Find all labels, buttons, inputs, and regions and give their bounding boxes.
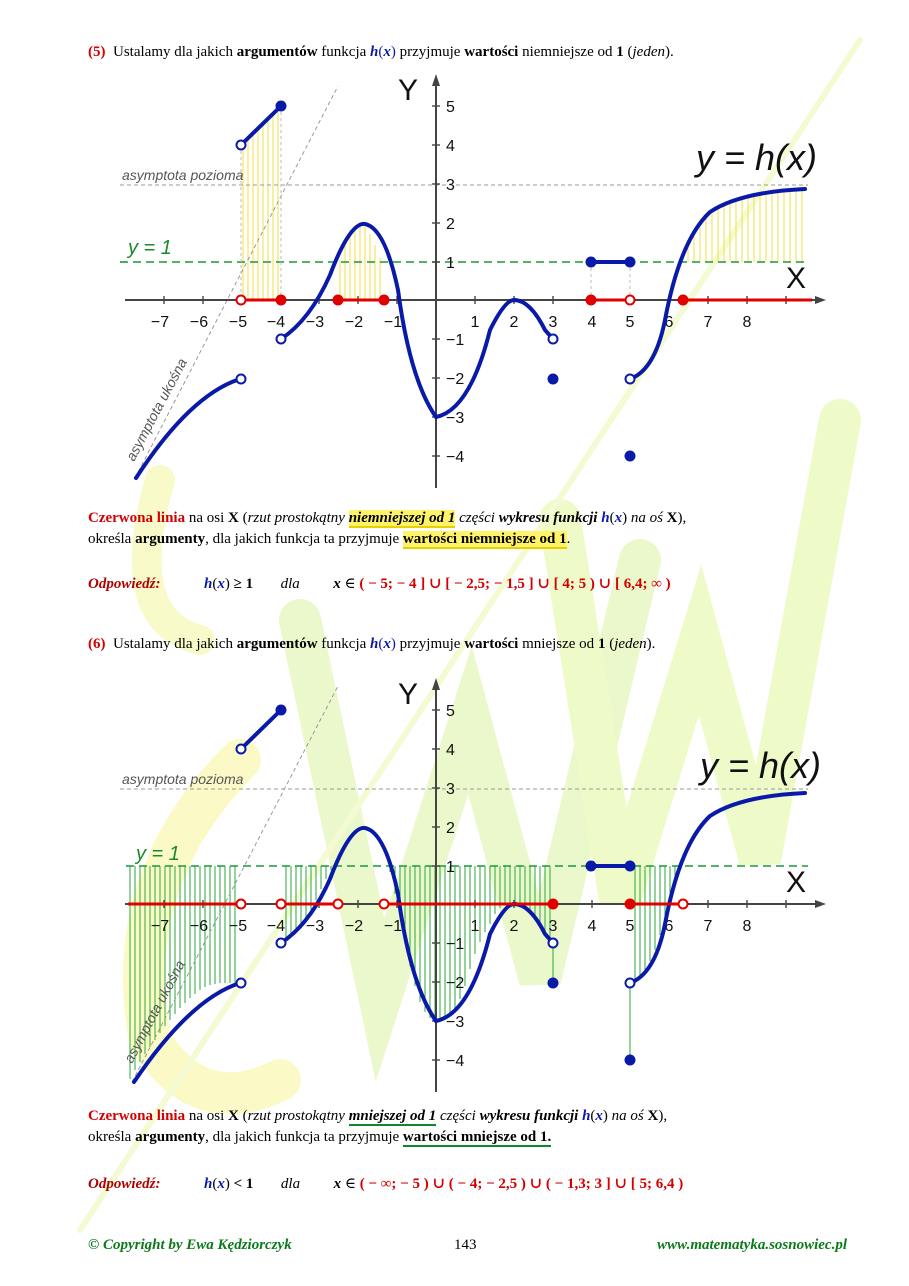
paragraph-5: Czerwona linia na osi X (rzut prostokątny niemniejszej od 1 części wykresu funkcji h(x) na oś X), określa argumenty, dla jakich funkcja ta przyjmuje wartości niemniejsze od 1. <box>88 510 687 547</box>
svg-text:4: 4 <box>446 742 455 759</box>
x-axis-label: X <box>786 262 807 295</box>
svg-text:5: 5 <box>446 99 455 116</box>
svg-text:−1: −1 <box>383 314 403 331</box>
svg-text:6: 6 <box>664 918 674 935</box>
function-label-2: y = h(x) <box>700 745 822 786</box>
svg-text:2: 2 <box>509 918 519 935</box>
svg-text:−5: −5 <box>228 918 248 935</box>
graph-6 <box>0 604 909 1104</box>
svg-text:−3: −3 <box>305 918 325 935</box>
svg-text:4: 4 <box>587 918 597 935</box>
svg-text:−2: −2 <box>446 975 465 992</box>
svg-text:5: 5 <box>625 314 635 331</box>
function-label: y = h(x) <box>696 137 818 178</box>
footer-url[interactable]: www.matematyka.sosnowiec.pl <box>657 1237 847 1253</box>
svg-text:−3: −3 <box>446 410 465 427</box>
svg-text:−7: −7 <box>150 918 170 935</box>
svg-text:6: 6 <box>664 314 674 331</box>
svg-text:3: 3 <box>446 177 455 194</box>
answer-6: Odpowiedź: h(x) < 1 dla x ∈ ( − ∞; − 5 ) ∪ ( − 4; − 2,5 ) ∪ ( − 1,3; 3 ] ∪ [ 5; 6,4 ) <box>88 1176 684 1192</box>
svg-text:1: 1 <box>446 255 455 272</box>
svg-text:−4: −4 <box>446 449 465 466</box>
svg-text:2: 2 <box>446 820 455 837</box>
answer-5: Odpowiedź: h(x) ≥ 1 dla x ∈ ( − 5; − 4 ] ∪ [ − 2,5; − 1,5 ] ∪ [ 4; 5 ) ∪ [ 6,4; ∞ ) <box>88 576 671 592</box>
svg-text:−3: −3 <box>446 1014 465 1031</box>
svg-text:−1: −1 <box>383 918 403 935</box>
svg-text:−1: −1 <box>446 332 465 349</box>
label-horizontal-asymptote-2: asymptota pozioma <box>122 771 244 787</box>
svg-text:7: 7 <box>703 918 713 935</box>
svg-text:7: 7 <box>703 314 713 331</box>
svg-text:4: 4 <box>587 314 597 331</box>
svg-text:3: 3 <box>548 918 558 935</box>
svg-text:−4: −4 <box>266 918 286 935</box>
svg-text:8: 8 <box>742 918 752 935</box>
svg-text:5: 5 <box>625 918 635 935</box>
svg-text:−2: −2 <box>344 314 364 331</box>
label-oblique-asymptote-2: asymptota ukośna <box>120 957 188 1066</box>
svg-text:−5: −5 <box>228 314 248 331</box>
svg-text:−4: −4 <box>266 314 286 331</box>
svg-text:−2: −2 <box>446 371 465 388</box>
svg-text:5: 5 <box>446 703 455 720</box>
label-horizontal-asymptote: asymptota pozioma <box>122 167 244 183</box>
section5-header: (5) Ustalamy dla jakich argumentów funkcja h(x) przyjmuje wartości niemniejsze od 1 (jeden). <box>88 44 674 60</box>
paragraph-6: Czerwona linia na osi X (rzut prostokątny mniejszej od 1 części wykresu funkcji h(x) na oś X), określa argumenty, dla jakich funkcja ta przyjmuje wartości mniejsze od 1. <box>88 1108 668 1145</box>
svg-text:1: 1 <box>470 314 480 331</box>
footer-copyright: © Copyright by Ewa Kędziorczyk <box>88 1237 292 1253</box>
svg-text:2: 2 <box>446 216 455 233</box>
label-y1-2: y = 1 <box>136 843 180 865</box>
y-axis-label-2: Y <box>398 678 419 711</box>
svg-text:1: 1 <box>446 859 455 876</box>
yellow-hatch-right <box>688 189 802 262</box>
svg-text:8: 8 <box>742 314 752 331</box>
svg-text:−7: −7 <box>150 314 170 331</box>
svg-text:−2: −2 <box>344 918 364 935</box>
page-number: 143 <box>454 1237 477 1253</box>
label-y1: y = 1 <box>128 237 172 259</box>
svg-text:−4: −4 <box>446 1053 465 1070</box>
svg-text:−6: −6 <box>189 918 209 935</box>
label-oblique-asymptote: asymptota ukośna <box>122 355 190 464</box>
section6-header: (6) Ustalamy dla jakich argumentów funkcja h(x) przyjmuje wartości mniejsze od 1 (jeden). <box>88 636 656 652</box>
svg-text:−3: −3 <box>305 314 325 331</box>
svg-text:1: 1 <box>470 918 480 935</box>
y-axis-label: Y <box>398 74 419 107</box>
svg-text:−1: −1 <box>446 936 465 953</box>
svg-text:3: 3 <box>446 781 455 798</box>
svg-text:3: 3 <box>548 314 558 331</box>
x-axis-label-2: X <box>786 866 807 899</box>
svg-text:2: 2 <box>509 314 519 331</box>
graph-5 <box>0 0 909 520</box>
green-hatch <box>130 866 675 1079</box>
svg-text:−6: −6 <box>189 314 209 331</box>
svg-text:4: 4 <box>446 138 455 155</box>
